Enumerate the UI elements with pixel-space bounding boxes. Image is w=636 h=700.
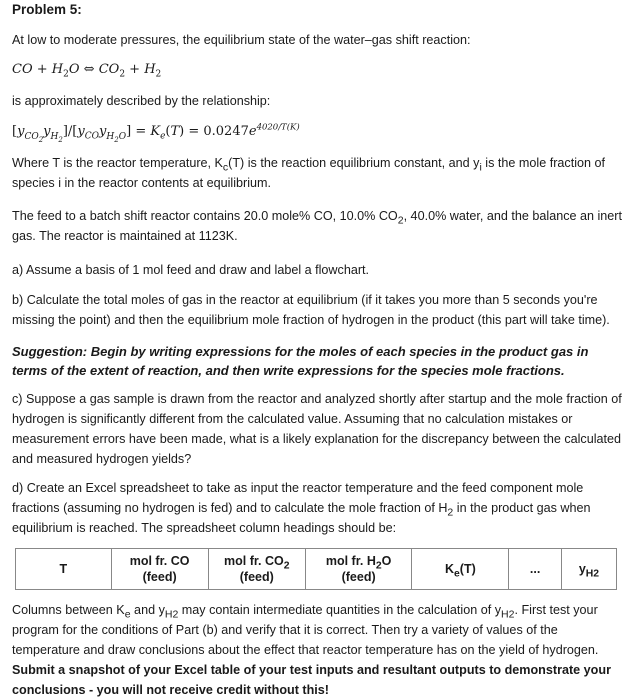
header-ke: $K_e(T)$ xyxy=(412,549,509,590)
part-a: a) Assume a basis of 1 mol feed and draw and label a flowchart. xyxy=(12,263,370,277)
reaction-equation xyxy=(12,60,626,80)
reaction-left: CO + $H_2O$ xyxy=(12,62,80,80)
closing-text: Columns between $K_e$ and $y_{H2}$ may contain intermediate quantities in the calculation of $y_{H2}$. First test your program for the conditions of Part (b) and verify that it is correct. Then try a variety of values of the temperature and draw conclusions about the effect that reactor temperature has on the yield of hydrogen. Submit a snapshot of your Excel table of your test inputs and resultant outputs to demonstrate your conclusions - you will not receive credit without this! xyxy=(12,603,611,697)
part-c: c) Suppose a gas sample is drawn from the reactor and analyzed shortly after startup and the mole fraction of hydrogen is significantly different from the calculated value. Assuming that no calculation mistakes or measurement errors have been made, what is a likely explanation for the discrepancy between the calculated and measured hydrogen yields? xyxy=(12,392,622,466)
reaction-arrow: ⇔ xyxy=(83,62,95,77)
header-t: T xyxy=(16,549,112,590)
equation-lhs: $[y_{CO_2}y_{H_2}]/[y_{CO}y_{H_2O}]$ xyxy=(12,124,132,144)
header-mol-fr-h2o: mol fr. $H_2O$ (feed) xyxy=(305,549,412,590)
header-ellipsis: ... xyxy=(509,549,562,590)
header-mol-fr-co: mol fr. CO (feed) xyxy=(111,549,208,590)
equation-exponent: 4020/T(K) xyxy=(256,122,300,133)
equilibrium-equation: $[y_{CO_2}y_{H_2}]/[y_{CO}y_{H_2O}] = K_e(T) = 0.0247e^{4020/T(K)}$ xyxy=(12,122,300,144)
feed-text: The feed to a batch shift reactor contains 20.0 mole% CO, 10.0% $CO_2$, 40.0% water, and the balance an inert gas. The reactor is maintained at 1123K. xyxy=(12,209,623,243)
part-b: b) Calculate the total moles of gas in the reactor at equilibrium (if it takes you more than 5 seconds you're missing the point) and then the equilibrium mole fraction of hydrogen in the product (this part will take time). xyxy=(12,293,610,327)
relation-intro: is approximately described by the relationship: xyxy=(12,94,271,108)
intro-text: At low to moderate pressures, the equilibrium state of the water–gas shift reaction: xyxy=(12,33,471,47)
header-yh2: $y_{H2}$ xyxy=(561,549,616,590)
header-mol-fr-co2: mol fr. $CO_2$ (feed) xyxy=(208,549,305,590)
definitions-text: Where T is the reactor temperature, $K_c(T)$ is the reaction equilibrium constant, and $y_i$ is the mole fraction of species i in the reactor contents at equilibrium. xyxy=(12,156,606,190)
problem-title: Problem 5: xyxy=(12,2,82,17)
reaction-right: $CO_2 + H_2$ xyxy=(98,62,162,80)
part-d: d) Create an Excel spreadsheet to take as input the reactor temperature and the feed component mole fractions (assuming no hydrogen is fed) and to calculate the mole fraction of $H_2$ in the product gas when equilibrium is reached. The spreadsheet column headings should be: xyxy=(12,481,591,535)
spreadsheet-headings-table xyxy=(15,548,617,590)
closing-bold: Submit a snapshot of your Excel table of your test inputs and resultant outputs to demonstrate your conclusions - you will not receive credit without this! xyxy=(12,663,611,697)
suggestion-text: Suggestion: Begin by writing expressions for the moles of each species in the product gas in terms of the extent of reaction, and then write expressions for the species mole fractions. xyxy=(12,344,589,378)
table-row xyxy=(16,549,617,590)
